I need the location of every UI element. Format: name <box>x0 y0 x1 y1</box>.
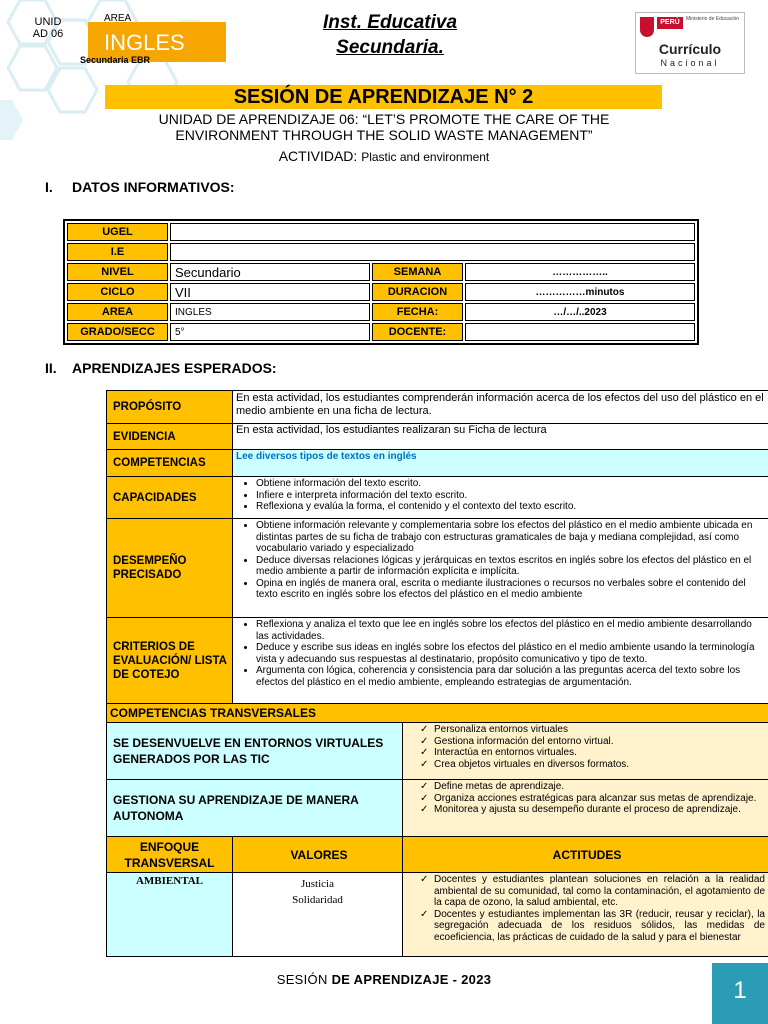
institution-title <box>280 10 500 60</box>
competencias-text: Lee diversos tipos de textos en inglés <box>233 450 768 477</box>
shield-icon <box>640 17 654 37</box>
criterios-list <box>233 618 768 704</box>
ciclo-value: VII <box>170 283 370 301</box>
semana-value: …………….. <box>465 263 695 281</box>
list-item: ✓ Docentes y estudiantes implementan las 3R (reducir, reusar y reciclar), la segregación adecuada de los residuos sólidos, las medidas de ecoeficiencia, las prácticas de cuidado de la salud y para el bienestar <box>420 909 765 944</box>
capacidades-label: CAPACIDADES <box>107 477 233 519</box>
list-item: ✓ Docentes y estudiantes plantean soluciones en relación a la realidad ambiental de su comunidad, tal como la contaminación, el agotamiento de la capa de ozono, la salud ambiental, etc. <box>420 874 765 909</box>
page-footer <box>0 972 768 987</box>
unidad-tag: UNID AD 06 <box>32 16 64 40</box>
aprendizajes-table <box>106 390 768 957</box>
evidencia-label: EVIDENCIA <box>107 424 233 450</box>
proposito-text: En esta actividad, los estudiantes comprenderán información acerca de los efectos del uso del plástico en el medio ambiente en una ficha de lectura. <box>233 391 768 424</box>
capacidades-list <box>233 477 768 519</box>
fecha-label: FECHA: <box>372 303 463 321</box>
semana-label: SEMANA <box>372 263 463 281</box>
logo-ministerio: Ministerio de Educación <box>686 16 740 22</box>
section-heading-2 <box>45 360 277 376</box>
docente-value <box>465 323 695 341</box>
list-item: ✓ Interactúa en entornos virtuales. <box>420 747 765 759</box>
list-item: • Obtiene información del texto escrito. <box>256 478 765 490</box>
list-item: • Argumenta con lógica, coherencia y consistencia para dar solución a las preguntas acerca del texto sobre los efectos del plástico en el medio ambiente, empleando estrategias de argumentación. <box>256 665 765 688</box>
list-item: ✓ Crea objetos virtuales en diversos formatos. <box>420 759 765 771</box>
fecha-value: …/…/..2023 <box>465 303 695 321</box>
list-item: • Infiere e interpreta información del texto escrito. <box>256 490 765 502</box>
duracion-value: ……………minutos <box>465 283 695 301</box>
ugel-value <box>170 223 695 241</box>
page-number: 1 <box>733 977 747 1004</box>
ie-value <box>170 243 695 261</box>
valor-justicia: Justicia <box>301 878 334 890</box>
proposito-label: PROPÓSITO <box>107 391 233 424</box>
gestiona-list <box>403 780 768 837</box>
enfoque-value: AMBIENTAL <box>107 873 233 957</box>
area-value: INGLES <box>104 30 185 55</box>
desempeno-list <box>233 519 768 618</box>
docente-label: DOCENTE: <box>372 323 463 341</box>
list-item: • Obtiene información relevante y complementaria sobre los efectos del plástico en el medio ambiente ubicada en distintas partes de su ficha de trabajo con estructuras gramaticales de baja y mediana complejidad, así como vocabulario variado y especializado <box>256 520 765 555</box>
actividad-label: ACTIVIDAD: <box>278 148 358 164</box>
section-number: I. <box>45 179 53 195</box>
unidad-line2: ENVIRONMENT THROUGH THE SOLID WASTE MANAGEMENT” <box>175 127 593 143</box>
competencias-transversales-label: COMPETENCIAS TRANSVERSALES <box>107 704 768 723</box>
area-sub: Secundaria EBR <box>80 55 151 65</box>
section-title: DATOS INFORMATIVOS: <box>72 179 235 195</box>
list-item: ✓ Organiza acciones estratégicas para alcanzar sus metas de aprendizaje. <box>420 793 765 805</box>
section-heading-1 <box>45 179 235 195</box>
valor-solidaridad: Solidaridad <box>292 894 343 906</box>
actividad <box>100 148 668 164</box>
footer-bold: DE APRENDIZAJE - 2023 <box>331 972 492 987</box>
list-item: ✓ Define metas de aprendizaje. <box>420 781 765 793</box>
competencias-label: COMPETENCIAS <box>107 450 233 477</box>
actividad-value: Plastic and environment <box>361 150 490 164</box>
duracion-label: DURACION <box>372 283 463 301</box>
ugel-label: UGEL <box>67 223 168 241</box>
list-item: • Deduce y escribe sus ideas en inglés sobre los efectos del plástico en el medio ambiente usando la terminología vista y adecuando sus respuestas al destinatario, propósito comunicativo y tipo de texto. <box>256 642 765 665</box>
list-item: ✓ Gestiona información del entorno virtual. <box>420 736 765 748</box>
unidad-title <box>100 111 668 143</box>
institution-line1: Inst. Educativa <box>322 12 458 33</box>
session-title: SESIÓN DE APRENDIZAJE N° 2 <box>105 85 662 109</box>
ciclo-label: CICLO <box>67 283 168 301</box>
gestiona-label: GESTIONA SU APRENDIZAJE DE MANERA AUTONOMA <box>107 780 403 837</box>
valores-header: VALORES <box>233 837 403 873</box>
criterios-label: CRITERIOS DE EVALUACIÓN/ LISTA DE COTEJO <box>107 618 233 704</box>
section-number: II. <box>45 360 57 376</box>
curriculo-logo <box>635 12 745 74</box>
evidencia-text: En esta actividad, los estudiantes realizaran su Ficha de lectura <box>233 424 768 450</box>
valores-cell <box>233 873 403 957</box>
unidad-line1: UNIDAD DE APRENDIZAJE 06: “LET’S PROMOTE THE CARE OF THE <box>158 111 610 127</box>
list-item: • Opina en inglés de manera oral, escrita o mediante ilustraciones o recursos no verbales sobre el contenido del texto escrito en inglés sobre los efectos del plástico en el medio ambiente <box>256 578 765 601</box>
grado-label: GRADO/SECC <box>67 323 168 341</box>
page-number-badge <box>712 963 768 1024</box>
institution-line2: Secundaria. <box>336 37 444 58</box>
footer-prefix: SESIÓN <box>276 972 328 987</box>
area-label: AREA <box>67 303 168 321</box>
nivel-value: Secundario <box>170 263 370 281</box>
area-value: INGLES <box>170 303 370 321</box>
nivel-label: NIVEL <box>67 263 168 281</box>
list-item: • Reflexiona y analiza el texto que lee en inglés sobre los efectos del plástico en el medio ambiente desarrollando las actividades. <box>256 619 765 642</box>
list-item: ✓ Personaliza entornos virtuales <box>420 724 765 736</box>
tic-label: SE DESENVUELVE EN ENTORNOS VIRTUALES GENERADOS POR LAS TIC <box>107 723 403 780</box>
list-item: ✓ Monitorea y ajusta su desempeño durante el proceso de aprendizaje. <box>420 804 765 816</box>
section-title: APRENDIZAJES ESPERADOS: <box>72 360 277 376</box>
logo-peru: PERÚ <box>657 17 683 29</box>
enfoque-header: ENFOQUE TRANSVERSAL <box>107 837 233 873</box>
actitudes-header: ACTITUDES <box>403 837 768 873</box>
grado-value: 5° <box>170 323 370 341</box>
list-item: • Reflexiona y evalúa la forma, el contenido y el contexto del texto escrito. <box>256 501 765 513</box>
logo-nacional: Nacional <box>660 58 720 68</box>
area-label: AREA <box>104 13 132 24</box>
datos-informativos-table <box>63 219 699 345</box>
actitudes-list <box>403 873 768 957</box>
ie-label: I.E <box>67 243 168 261</box>
logo-curriculo: Currículo <box>658 41 722 57</box>
desempeno-label: DESEMPEÑO PRECISADO <box>107 519 233 618</box>
list-item: • Deduce diversas relaciones lógicas y jerárquicas en textos escritos en inglés sobre los efectos del plástico en el medio ambiente a partir de información explícita e implícita. <box>256 555 765 578</box>
tic-list <box>403 723 768 780</box>
